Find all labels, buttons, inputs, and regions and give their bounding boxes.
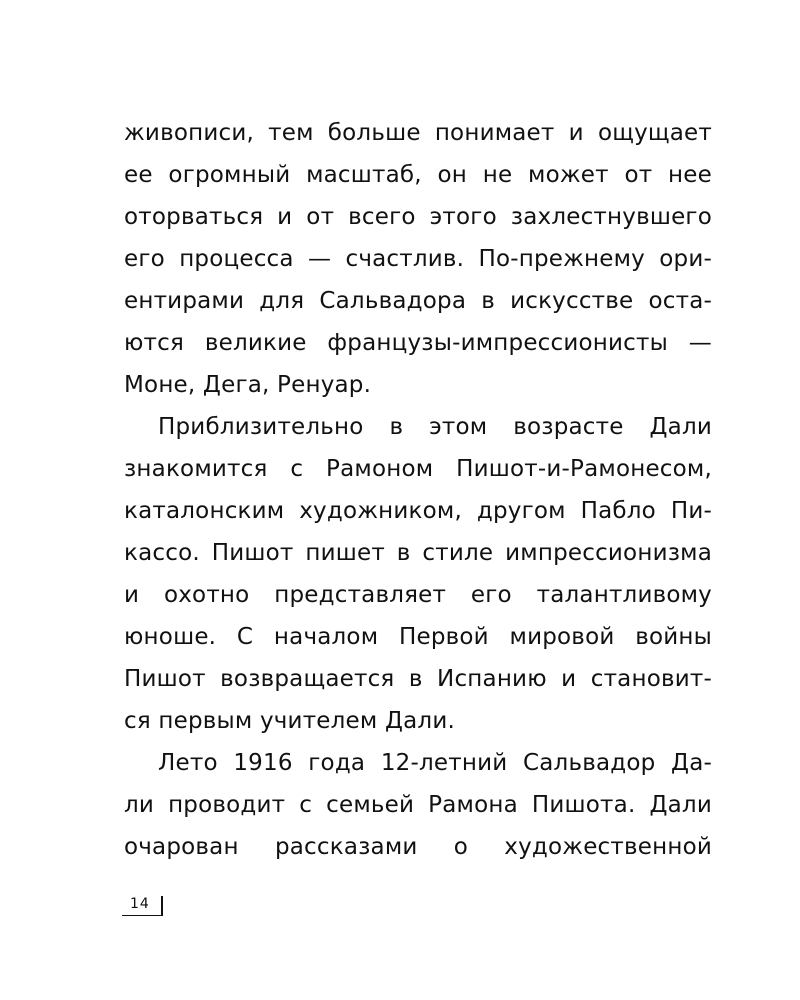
page-number: 14 (130, 896, 150, 912)
text-line: его процесса — счастлив. По-прежнему ори- (124, 246, 712, 272)
text-line: живописи, тем больше понимает и ощущает (124, 120, 712, 146)
text-line: юноше. С началом Первой мировой войны (124, 624, 712, 650)
text-line: Приблизительно в этом возрасте Дали (158, 414, 712, 440)
text-line: ентирами для Сальвадора в искусстве оста- (124, 288, 712, 314)
text-line: оторваться и от всего этого захлестнувшего (124, 204, 712, 230)
text-line: ее огромный масштаб, он не может от нее (124, 162, 712, 188)
text-line: очарован рассказами о художественной (124, 834, 712, 860)
text-line: ются великие французы-импрессионисты — (124, 330, 712, 356)
text-line: знакомится с Рамоном Пишот-и-Рамонесом, (124, 456, 712, 482)
text-line: ся первым учителем Дали. (124, 708, 455, 734)
page-number-tick (161, 896, 163, 916)
text-line: каталонским художником, другом Пабло Пи- (124, 498, 712, 524)
text-line: Лето 1916 года 12-летний Сальвадор Да- (158, 750, 712, 776)
text-line: Моне, Дега, Ренуар. (124, 372, 372, 398)
text-line: Пишот возвращается в Испанию и становит- (124, 666, 712, 692)
text-line: кассо. Пишот пишет в стиле импрессионизма (124, 540, 712, 566)
body-text (124, 112, 712, 868)
text-line: и охотно представляет его талантливому (124, 582, 712, 608)
text-line: ли проводит с семьей Рамона Пишота. Дали (124, 792, 712, 818)
page-number-underline (122, 915, 162, 916)
page-number-block (122, 894, 164, 918)
